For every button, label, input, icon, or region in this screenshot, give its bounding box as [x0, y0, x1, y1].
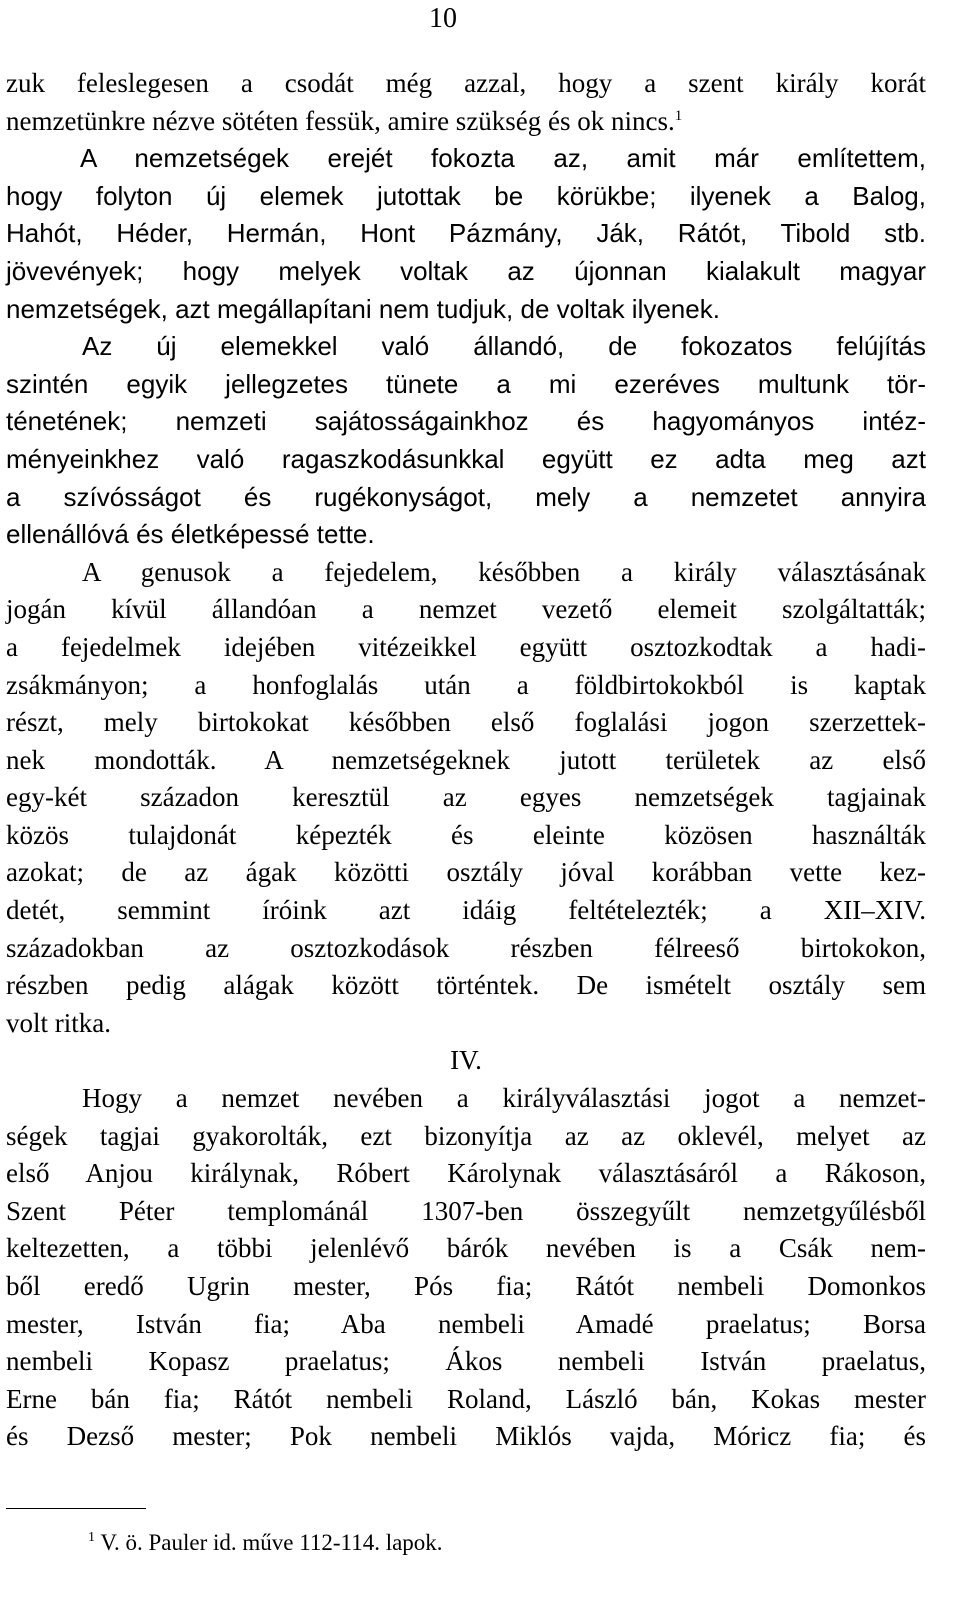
text-line: a szívósságot és rugékonyságot, mely a nemzetet annyira	[6, 481, 926, 512]
text-line: részben pedig alágak között történtek. De ismételt osztály sem	[6, 970, 926, 1001]
text-line: Szent Péter templománál 1307-ben összegyűlt nemzetgyűlésből	[6, 1195, 926, 1226]
text-line: mester, István fia; Aba nembeli Amadé praelatus; Borsa	[6, 1308, 926, 1339]
text-line: századokban az osztozkodások részben félreeső birtokokon,	[6, 932, 926, 963]
text-line: ellenállóvá és életképessé tette.	[6, 519, 375, 550]
text-line: ségek tagjai gyakorolták, ezt bizonyítja az az oklevél, melyet az	[6, 1120, 926, 1151]
text-line: volt ritka.	[6, 1007, 111, 1038]
text-line: részt, mely birtokokat későbben első foglalási jogon szerzettek-	[6, 707, 926, 738]
text-line: A genusok a fejedelem, későbben a király választásának	[82, 556, 926, 587]
text-line: zuk feleslegesen a csodát még azzal, hogy a szent király korát	[6, 68, 926, 98]
text-line: közös tulajdonát képezték és eleinte közösen használták	[6, 819, 926, 850]
text-line: A nemzetségek erejét fokozta az, amit már említettem,	[80, 143, 926, 174]
footnote-number: 1	[88, 1530, 95, 1545]
footnote-text: V. ö. Pauler id. műve 112-114. lapok.	[100, 1530, 443, 1555]
text-line: jogán kívül állandóan a nemzet vezető elemeit szolgáltatták;	[6, 594, 926, 625]
text-line: ténetének; nemzeti sajátosságainkhoz és hagyományos intéz-	[6, 406, 926, 437]
page-number: 10	[429, 3, 457, 34]
footnote	[88, 1528, 443, 1558]
text-line-content: nemzetünkre nézve sötéten fessük, amire szükség és ok nincs.	[6, 105, 675, 136]
text-line: első Anjou királynak, Róbert Károlynak választásáról a Rákoson,	[6, 1158, 926, 1189]
body-text	[6, 65, 926, 1456]
text-line: nek mondották. A nemzetségeknek jutott területek az első	[6, 744, 926, 775]
text-line: hogy folyton új elemek jutottak be körükbe; ilyenek a Balog,	[6, 180, 926, 211]
text-line: jövevények; hogy melyek voltak az újonnan kialakult magyar	[6, 255, 926, 286]
text-line: Erne bán fia; Rátót nembeli Roland, László bán, Kokas mester	[6, 1383, 926, 1414]
text-line: nembeli Kopasz praelatus; Ákos nembeli István praelatus,	[6, 1346, 926, 1377]
text-line: a fejedelmek idejében vitézeikkel együtt osztozkodtak a hadi-	[6, 631, 926, 662]
text-line: azokat; de az ágak közötti osztály jóval korábban vette kez-	[6, 857, 926, 888]
text-line: Hogy a nemzet nevében a királyválasztási jogot a nemzet-	[82, 1083, 926, 1114]
text-line: Az új elemekkel való állandó, de fokozatos felújítás	[82, 331, 926, 362]
text-line: egy-két századon keresztül az egyes nemzetségek tagjainak	[6, 782, 926, 813]
text-line: Hahót, Héder, Hermán, Hont Pázmány, Ják, Rátót, Tibold stb.	[6, 218, 926, 249]
footnote-divider	[6, 1508, 146, 1509]
text-line: szintén egyik jellegzetes tünete a mi ezeréves multunk tör-	[6, 368, 926, 399]
section-heading: IV.	[450, 1045, 482, 1076]
text-line: és Dezső mester; Pok nembeli Miklós vajda, Móricz fia; és	[6, 1421, 926, 1452]
footnote-reference: 1	[674, 107, 683, 124]
text-line: zsákmányon; a honfoglalás után a földbirtokokból is kaptak	[6, 669, 926, 700]
text-line: keltezetten, a többi jelenlévő bárók nevében is a Csák nem-	[6, 1233, 926, 1264]
text-line: detét, semmint íróink azt idáig feltételezték; a XII–XIV.	[6, 895, 926, 926]
text-line	[6, 103, 926, 141]
text-line: ményeinkhez való ragaszkodásunkkal együtt ez adta meg azt	[6, 443, 926, 474]
text-line: nemzetségek, azt megállapítani nem tudjuk, de voltak ilyenek.	[6, 293, 720, 324]
text-line: ből eredő Ugrin mester, Pós fia; Rátót nembeli Domonkos	[6, 1271, 926, 1301]
